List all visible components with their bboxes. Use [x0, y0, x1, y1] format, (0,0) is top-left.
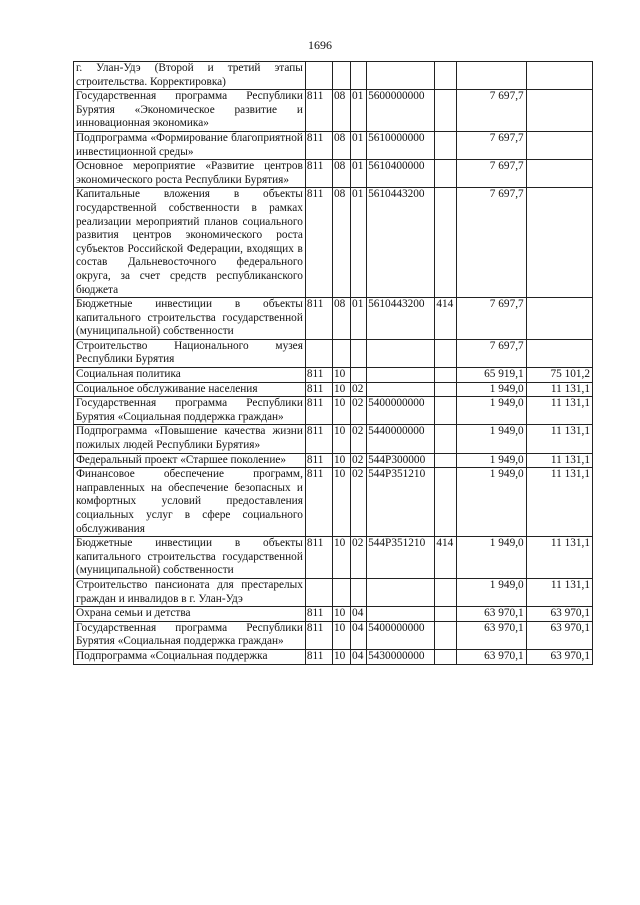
row-amount-year-2-cell: 11 131,1: [526, 537, 592, 579]
table-row: [74, 649, 593, 664]
row-subsection-code-cell: [351, 368, 367, 383]
row-section-code-cell: 10: [332, 649, 350, 664]
row-department-code-cell: [305, 62, 332, 90]
row-amount-year-1-cell: [457, 62, 526, 90]
row-subsection-code-cell: 02: [351, 468, 367, 537]
row-expense-type-cell: [435, 621, 457, 649]
row-expense-type-cell: [435, 578, 457, 606]
table-row: [74, 425, 593, 453]
row-amount-year-2-cell: [526, 188, 592, 298]
table-row: [74, 368, 593, 383]
table-row: [74, 339, 593, 367]
row-department-code-cell: 811: [305, 468, 332, 537]
row-amount-year-2-cell: 75 101,2: [526, 368, 592, 383]
row-target-article-cell: [367, 607, 435, 622]
row-expense-type-cell: [435, 339, 457, 367]
row-department-code-cell: 811: [305, 368, 332, 383]
table-row: [74, 607, 593, 622]
row-department-code-cell: 811: [305, 397, 332, 425]
row-name-cell: Финансовое обеспечение программ, направленных на обеспечение безопасных и комфортных условий предоставления социальных услуг в сфере социального обслуживания: [74, 468, 306, 537]
row-subsection-code-cell: 02: [351, 397, 367, 425]
row-section-code-cell: 10: [332, 425, 350, 453]
row-name-cell: Подпрограмма «Социальная поддержка: [74, 649, 306, 664]
row-target-article-cell: [367, 62, 435, 90]
row-amount-year-2-cell: [526, 90, 592, 132]
table-row: [74, 298, 593, 340]
row-subsection-code-cell: 02: [351, 382, 367, 397]
row-department-code-cell: 811: [305, 537, 332, 579]
row-name-cell: Социальная политика: [74, 368, 306, 383]
row-amount-year-1-cell: 65 919,1: [457, 368, 526, 383]
row-amount-year-1-cell: 63 970,1: [457, 649, 526, 664]
row-department-code-cell: 811: [305, 425, 332, 453]
row-department-code-cell: 811: [305, 188, 332, 298]
row-target-article-cell: 5610443200: [367, 298, 435, 340]
table-row: [74, 621, 593, 649]
row-amount-year-2-cell: [526, 298, 592, 340]
table-row: [74, 382, 593, 397]
row-expense-type-cell: [435, 453, 457, 468]
row-expense-type-cell: 414: [435, 537, 457, 579]
row-department-code-cell: [305, 339, 332, 367]
row-amount-year-2-cell: [526, 160, 592, 188]
row-amount-year-2-cell: 63 970,1: [526, 621, 592, 649]
row-amount-year-1-cell: 63 970,1: [457, 621, 526, 649]
row-amount-year-1-cell: 7 697,7: [457, 90, 526, 132]
row-expense-type-cell: [435, 468, 457, 537]
row-department-code-cell: 811: [305, 131, 332, 159]
table-body: [74, 62, 593, 665]
row-section-code-cell: [332, 578, 350, 606]
row-amount-year-2-cell: 11 131,1: [526, 397, 592, 425]
row-name-cell: г. Улан-Удэ (Второй и третий этапы строительства. Корректировка): [74, 62, 306, 90]
row-expense-type-cell: [435, 160, 457, 188]
row-expense-type-cell: [435, 368, 457, 383]
row-name-cell: Федеральный проект «Старшее поколение»: [74, 453, 306, 468]
row-target-article-cell: 5400000000: [367, 621, 435, 649]
row-expense-type-cell: [435, 131, 457, 159]
row-department-code-cell: [305, 578, 332, 606]
row-expense-type-cell: [435, 397, 457, 425]
row-name-cell: Бюджетные инвестиции в объекты капитального строительства государственной (муниципальной) собственности: [74, 537, 306, 579]
row-department-code-cell: 811: [305, 298, 332, 340]
row-amount-year-2-cell: 11 131,1: [526, 578, 592, 606]
row-target-article-cell: 5400000000: [367, 397, 435, 425]
row-section-code-cell: 10: [332, 621, 350, 649]
table-row: [74, 397, 593, 425]
row-section-code-cell: 08: [332, 131, 350, 159]
table-row: [74, 90, 593, 132]
row-target-article-cell: [367, 339, 435, 367]
row-section-code-cell: 10: [332, 468, 350, 537]
row-expense-type-cell: [435, 90, 457, 132]
row-section-code-cell: 10: [332, 607, 350, 622]
row-target-article-cell: 5440000000: [367, 425, 435, 453]
row-amount-year-1-cell: 1 949,0: [457, 382, 526, 397]
row-section-code-cell: 08: [332, 90, 350, 132]
row-subsection-code-cell: 02: [351, 537, 367, 579]
row-amount-year-1-cell: 7 697,7: [457, 298, 526, 340]
row-name-cell: Охрана семьи и детства: [74, 607, 306, 622]
row-subsection-code-cell: 02: [351, 453, 367, 468]
row-amount-year-1-cell: 1 949,0: [457, 468, 526, 537]
row-expense-type-cell: [435, 62, 457, 90]
row-target-article-cell: 5610400000: [367, 160, 435, 188]
row-department-code-cell: 811: [305, 621, 332, 649]
row-department-code-cell: 811: [305, 160, 332, 188]
row-subsection-code-cell: [351, 62, 367, 90]
row-amount-year-2-cell: 11 131,1: [526, 453, 592, 468]
row-subsection-code-cell: 04: [351, 607, 367, 622]
row-section-code-cell: 10: [332, 453, 350, 468]
row-section-code-cell: [332, 339, 350, 367]
row-target-article-cell: 5610443200: [367, 188, 435, 298]
row-target-article-cell: 544P351210: [367, 537, 435, 579]
budget-table: [73, 61, 593, 665]
table-row: [74, 160, 593, 188]
row-section-code-cell: [332, 62, 350, 90]
row-amount-year-1-cell: 63 970,1: [457, 607, 526, 622]
row-subsection-code-cell: [351, 339, 367, 367]
table-row: [74, 62, 593, 90]
row-target-article-cell: [367, 368, 435, 383]
table-row: [74, 131, 593, 159]
row-expense-type-cell: 414: [435, 298, 457, 340]
row-subsection-code-cell: 04: [351, 621, 367, 649]
row-target-article-cell: 5600000000: [367, 90, 435, 132]
row-amount-year-1-cell: 7 697,7: [457, 160, 526, 188]
row-amount-year-2-cell: 11 131,1: [526, 468, 592, 537]
row-section-code-cell: 08: [332, 160, 350, 188]
row-amount-year-2-cell: 11 131,1: [526, 382, 592, 397]
row-amount-year-1-cell: 7 697,7: [457, 339, 526, 367]
row-department-code-cell: 811: [305, 607, 332, 622]
row-expense-type-cell: [435, 425, 457, 453]
row-section-code-cell: 10: [332, 397, 350, 425]
row-name-cell: Основное мероприятие «Развитие центров экономического роста Республики Бурятия»: [74, 160, 306, 188]
row-section-code-cell: 10: [332, 368, 350, 383]
row-amount-year-1-cell: 1 949,0: [457, 537, 526, 579]
row-section-code-cell: 08: [332, 188, 350, 298]
row-name-cell: Государственная программа Республики Бурятия «Социальная поддержка граждан»: [74, 621, 306, 649]
table-row: [74, 578, 593, 606]
row-target-article-cell: 544P300000: [367, 453, 435, 468]
row-name-cell: Государственная программа Республики Бурятия «Экономическое развитие и инновационная экономика»: [74, 90, 306, 132]
row-department-code-cell: 811: [305, 90, 332, 132]
row-expense-type-cell: [435, 188, 457, 298]
row-amount-year-1-cell: 1 949,0: [457, 578, 526, 606]
row-department-code-cell: 811: [305, 649, 332, 664]
row-target-article-cell: 5610000000: [367, 131, 435, 159]
row-amount-year-1-cell: 7 697,7: [457, 188, 526, 298]
row-amount-year-2-cell: [526, 131, 592, 159]
row-expense-type-cell: [435, 649, 457, 664]
row-subsection-code-cell: 01: [351, 298, 367, 340]
row-name-cell: Строительство Национального музея Республики Бурятия: [74, 339, 306, 367]
row-expense-type-cell: [435, 382, 457, 397]
row-amount-year-2-cell: [526, 339, 592, 367]
row-amount-year-1-cell: 1 949,0: [457, 425, 526, 453]
row-name-cell: Подпрограмма «Повышение качества жизни пожилых людей Республики Бурятия»: [74, 425, 306, 453]
table-row: [74, 468, 593, 537]
row-name-cell: Государственная программа Республики Бурятия «Социальная поддержка граждан»: [74, 397, 306, 425]
row-name-cell: Социальное обслуживание населения: [74, 382, 306, 397]
row-amount-year-2-cell: 11 131,1: [526, 425, 592, 453]
row-subsection-code-cell: 02: [351, 425, 367, 453]
row-amount-year-2-cell: 63 970,1: [526, 607, 592, 622]
row-target-article-cell: 544P351210: [367, 468, 435, 537]
row-amount-year-2-cell: [526, 62, 592, 90]
row-name-cell: Подпрограмма «Формирование благоприятной инвестиционной среды»: [74, 131, 306, 159]
row-amount-year-1-cell: 1 949,0: [457, 453, 526, 468]
row-section-code-cell: 08: [332, 298, 350, 340]
table-row: [74, 537, 593, 579]
row-section-code-cell: 10: [332, 537, 350, 579]
row-target-article-cell: [367, 578, 435, 606]
row-amount-year-2-cell: 63 970,1: [526, 649, 592, 664]
table-row: [74, 453, 593, 468]
row-subsection-code-cell: 01: [351, 131, 367, 159]
row-subsection-code-cell: [351, 578, 367, 606]
row-target-article-cell: 5430000000: [367, 649, 435, 664]
row-name-cell: Капитальные вложения в объекты государственной собственности в рамках реализации мероприятий планов социального развития центров экономического роста субъектов Российской Федерации, входящих в состав Дальневосточного федерального округа, за счет средств республиканского бюджета: [74, 188, 306, 298]
row-department-code-cell: 811: [305, 382, 332, 397]
row-section-code-cell: 10: [332, 382, 350, 397]
row-expense-type-cell: [435, 607, 457, 622]
row-subsection-code-cell: 01: [351, 188, 367, 298]
row-subsection-code-cell: 01: [351, 90, 367, 132]
row-subsection-code-cell: 01: [351, 160, 367, 188]
row-name-cell: Строительство пансионата для престарелых граждан и инвалидов в г. Улан-Удэ: [74, 578, 306, 606]
row-department-code-cell: 811: [305, 453, 332, 468]
row-subsection-code-cell: 04: [351, 649, 367, 664]
row-amount-year-1-cell: 7 697,7: [457, 131, 526, 159]
row-amount-year-1-cell: 1 949,0: [457, 397, 526, 425]
page-number: 1696: [308, 38, 332, 52]
row-name-cell: Бюджетные инвестиции в объекты капитального строительства государственной (муниципальной) собственности: [74, 298, 306, 340]
table-row: [74, 188, 593, 298]
row-target-article-cell: [367, 382, 435, 397]
